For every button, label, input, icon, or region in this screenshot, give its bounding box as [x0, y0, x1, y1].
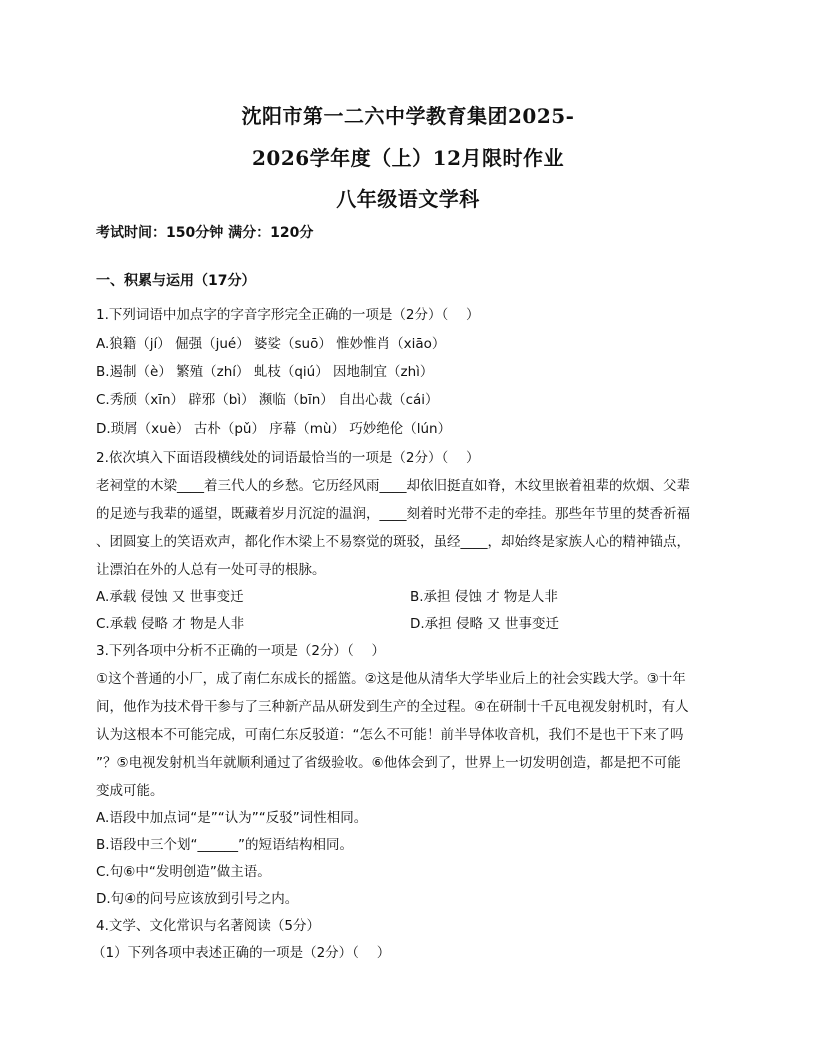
question-3-passage-line-3: 认为这根本不可能完成，可南仁东反驳道：“怎么不可能！前半导体收音机，我们不是也干下来了吗 — [96, 727, 684, 743]
question-4-sub-1: （1）下列各项中表述正确的一项是（2分）（ ） — [92, 945, 391, 961]
question-2-passage-line-4: 让漂泊在外的人总有一处可寻的根脉。 — [96, 562, 326, 578]
question-1-option-c: C.秀颀（xīn） 辟邪（bì） 濒临（bīn） 自出心裁（cái） — [96, 392, 439, 408]
question-3-passage-line-4: ”？⑤电视发射机当年就顺利通过了省级验收。⑥他体会到了，世界上一切发明创造，都是把不可能 — [96, 755, 681, 771]
question-3-stem: 3.下列各项中分析不正确的一项是（2分）（ ） — [96, 643, 386, 659]
question-3-option-b: B.语段中三个划“______”的短语结构相同。 — [96, 837, 354, 853]
question-2-option-d: D.承担 侵略 又 世事变迁 — [410, 616, 560, 632]
title-line-3: 八年级语文学科 — [336, 187, 480, 211]
question-1-option-a: A.狼籍（jí） 倔强（jué） 婆娑（suō） 惟妙惟肖（xiāo） — [96, 336, 446, 352]
question-2-passage-line-2: 的足迹与我辈的遥望，既藏着岁月沉淀的温润，____刻着时光带不走的牵挂。那些年节里的焚香祈福 — [96, 506, 690, 522]
title-line-2: 2026学年度（上）12月限时作业 — [252, 146, 564, 170]
question-2-option-b: B.承担 侵蚀 才 物是人非 — [410, 589, 558, 605]
question-3-passage-line-2: 间，他作为技术骨干参与了三种新产品从研发到生产的全过程。④在研制十千瓦电视发射机时，有人 — [96, 699, 689, 715]
question-3-passage-line-1: ①这个普通的小厂，成了南仁东成长的摇篮。②这是他从清华大学毕业后上的社会实践大学。③十年 — [96, 671, 686, 687]
question-2-passage-line-3: 、团圆宴上的笑语欢声，都化作木梁上不易察觉的斑驳，虽经____，却始终是家族人心的精神锚点， — [96, 534, 690, 550]
exam-info: 考试时间：150分钟 满分：120分 — [96, 225, 314, 241]
question-3-option-d: D.句④的问号应该放到引号之内。 — [96, 891, 299, 907]
question-2-passage-line-1: 老祠堂的木梁____着三代人的乡愁。它历经风雨____却依旧挺直如脊，木纹里嵌着祖辈的炊烟、父辈 — [96, 478, 690, 494]
question-2-stem: 2.依次填入下面语段横线处的词语最恰当的一项是（2分）（ ） — [96, 450, 480, 466]
question-1-option-d: D.琐屑（xuè） 古朴（pǔ） 序幕（mù） 巧妙绝伦（lún） — [96, 421, 452, 437]
question-2-option-a: A.承载 侵蚀 又 世事变迁 — [96, 589, 244, 605]
question-3-passage-line-5: 变成可能。 — [96, 783, 164, 799]
section-heading: 一、积累与运用（17分） — [96, 273, 256, 289]
question-1-option-b: B.遏制（è） 繁殖（zhí） 虬枝（qiú） 因地制宜（zhì） — [96, 364, 434, 380]
title-line-1: 沈阳市第一二六中学教育集团2025- — [241, 104, 575, 128]
question-2-option-c: C.承载 侵略 才 物是人非 — [96, 616, 245, 632]
question-1-stem: 1.下列词语中加点字的字音字形完全正确的一项是（2分）（ ） — [96, 307, 480, 323]
question-4-stem: 4.文学、文化常识与名著阅读（5分） — [96, 918, 320, 934]
question-3-option-c: C.句⑥中“发明创造”做主语。 — [96, 864, 271, 880]
question-3-option-a: A.语段中加点词“是”“认为”“反驳”词性相同。 — [96, 810, 368, 826]
